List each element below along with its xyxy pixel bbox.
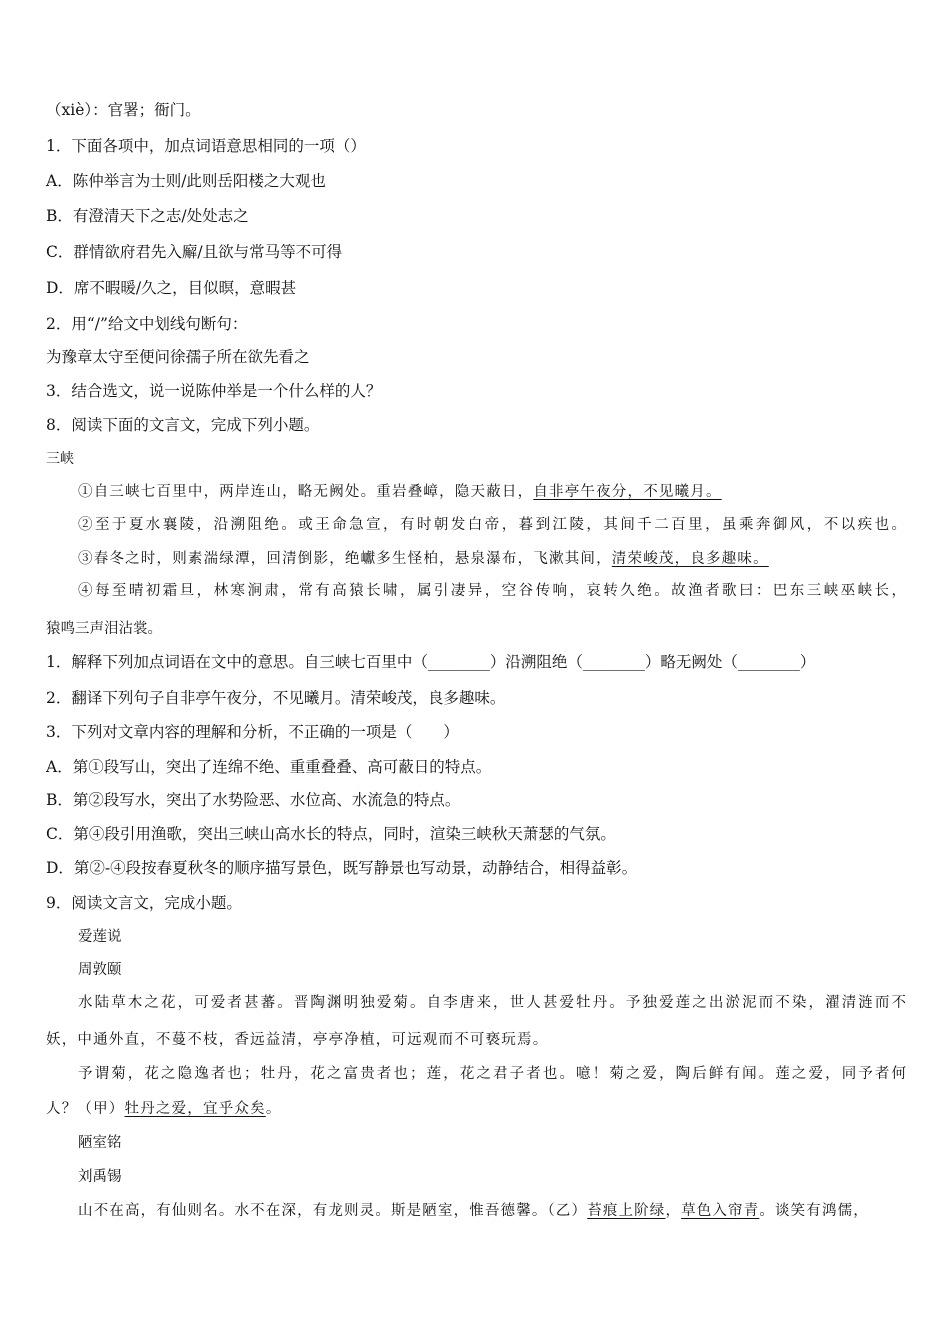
sub-option-d: D．第②-④段按春夏秋冬的顺序描写景色，既写静景也写动景，动静结合，相得益彰。 [46, 859, 638, 877]
underlined-sentence-jia: 牡丹之爱，宜乎众矣 [124, 1101, 266, 1117]
sub-question-1: 1．解释下列加点词语在文中的意思。自三峡七百里中（________）沿溯阻绝（________）略无阙处（________） [46, 653, 816, 671]
text: 。 [265, 1101, 282, 1117]
loushi-paragraph-1 [78, 1201, 869, 1221]
passage-title-ailian: 爱莲说 [78, 929, 122, 945]
passage-title-sanxia: 三峡 [46, 451, 74, 467]
option-b: B．有澄清天下之志/处处志之 [46, 207, 249, 225]
ailian-paragraph-1: 水陆草木之花，可爱者甚蕃。晋陶渊明独爱菊。自李唐来，世人甚爱牡丹。予独爱莲之出淤泥而不染，濯清涟而不 [78, 995, 906, 1011]
question-2: 2．用“/”给文中划线句断句： [46, 315, 248, 333]
underlined-phrase-yi-1: 苔痕上阶绿 [587, 1203, 666, 1219]
sub-option-c: C．第④段引用渔歌，突出三峡山高水长的特点，同时，渲染三峡秋天萧瑟的气氛。 [46, 825, 616, 843]
underlined-sentence: 清荣峻茂，良多趣味。 [611, 551, 769, 567]
paragraph-1-text: ①自三峡七百里中，两岸连山，略无阙处。重岩叠嶂，隐天蔽日， [78, 484, 534, 500]
paragraph-4-cont: 猿鸣三声泪沾裳。 [46, 621, 162, 637]
paragraph-3 [78, 549, 769, 569]
author-liu: 刘禹锡 [78, 1169, 122, 1185]
ailian-paragraph-2: 予谓菊，花之隐逸者也；牡丹，花之富贵者也；莲，花之君子者也。噫！菊之爱，陶后鲜有闻。莲之爱，同予者何 [78, 1066, 906, 1082]
question-2-text: 为豫章太守至便问徐孺子所在欲先看之 [46, 348, 310, 366]
passage-title-loushi: 陋室铭 [78, 1135, 122, 1151]
option-d: D．席不暇暖/久之，目似暝，意暇甚 [46, 279, 297, 297]
paragraph-1 [78, 482, 722, 502]
sub-question-2: 2．翻译下列句子自非亭午夜分，不见曦月。清荣峻茂，良多趣味。 [46, 689, 506, 707]
text: 山不在高，有仙则名。水不在深，有龙则灵。斯是陋室，惟吾德馨。（乙） [78, 1203, 588, 1219]
text: 。谈笑有鸿儒， [759, 1203, 869, 1219]
underlined-phrase-yi-2: 草色入帘青 [681, 1203, 760, 1219]
paragraph-3-text: ③春冬之时，则素湍绿潭，回清倒影，绝巘多生怪柏，悬泉瀑布，飞漱其间， [78, 551, 612, 567]
option-c: C．群情欲府君先入廨/且欲与常马等不可得 [46, 243, 343, 261]
paragraph-4: ④每至晴初霜旦，林寒涧肃，常有高猿长啸，属引凄异，空谷传响，哀转久绝。故渔者歌曰：巴东三峡巫峡长， [78, 583, 906, 599]
sub-question-3: 3．下列对文章内容的理解和分析，不正确的一项是（ ） [46, 723, 459, 741]
question-8: 8．阅读下面的文言文，完成下列小题。 [46, 416, 320, 434]
annotation-line: （xiè）：官署；衙门。 [46, 101, 201, 119]
question-9: 9．阅读文言文，完成小题。 [46, 894, 242, 912]
ailian-paragraph-1-cont: 妖，中通外直，不蔓不枝，香远益清，亭亭净植，可远观而不可亵玩焉。 [46, 1032, 549, 1048]
underlined-sentence: 自非亭午夜分，不见曦月。 [533, 484, 722, 500]
text: ， [665, 1203, 682, 1219]
question-1: 1．下面各项中，加点词语意思相同的一项（） [46, 137, 366, 155]
question-3: 3．结合选文，说一说陈仲举是一个什么样的人？ [46, 382, 382, 400]
ailian-paragraph-2-cont [46, 1099, 282, 1119]
author-zhou: 周敦颐 [78, 962, 122, 978]
paragraph-2: ②至于夏水襄陵，沿溯阻绝。或王命急宣，有时朝发白帝，暮到江陵，其间千二百里，虽乘奔御风，不以疾也。 [78, 517, 906, 533]
sub-option-b: B．第②段写水，突出了水势险恶、水位高、水流急的特点。 [46, 791, 461, 809]
text: 人？（甲） [46, 1101, 125, 1117]
sub-option-a: A．第①段写山，突出了连绵不绝、重重叠叠、高可蔽日的特点。 [46, 758, 492, 776]
option-a: A．陈仲举言为士则/此则岳阳楼之大观也 [46, 172, 326, 190]
